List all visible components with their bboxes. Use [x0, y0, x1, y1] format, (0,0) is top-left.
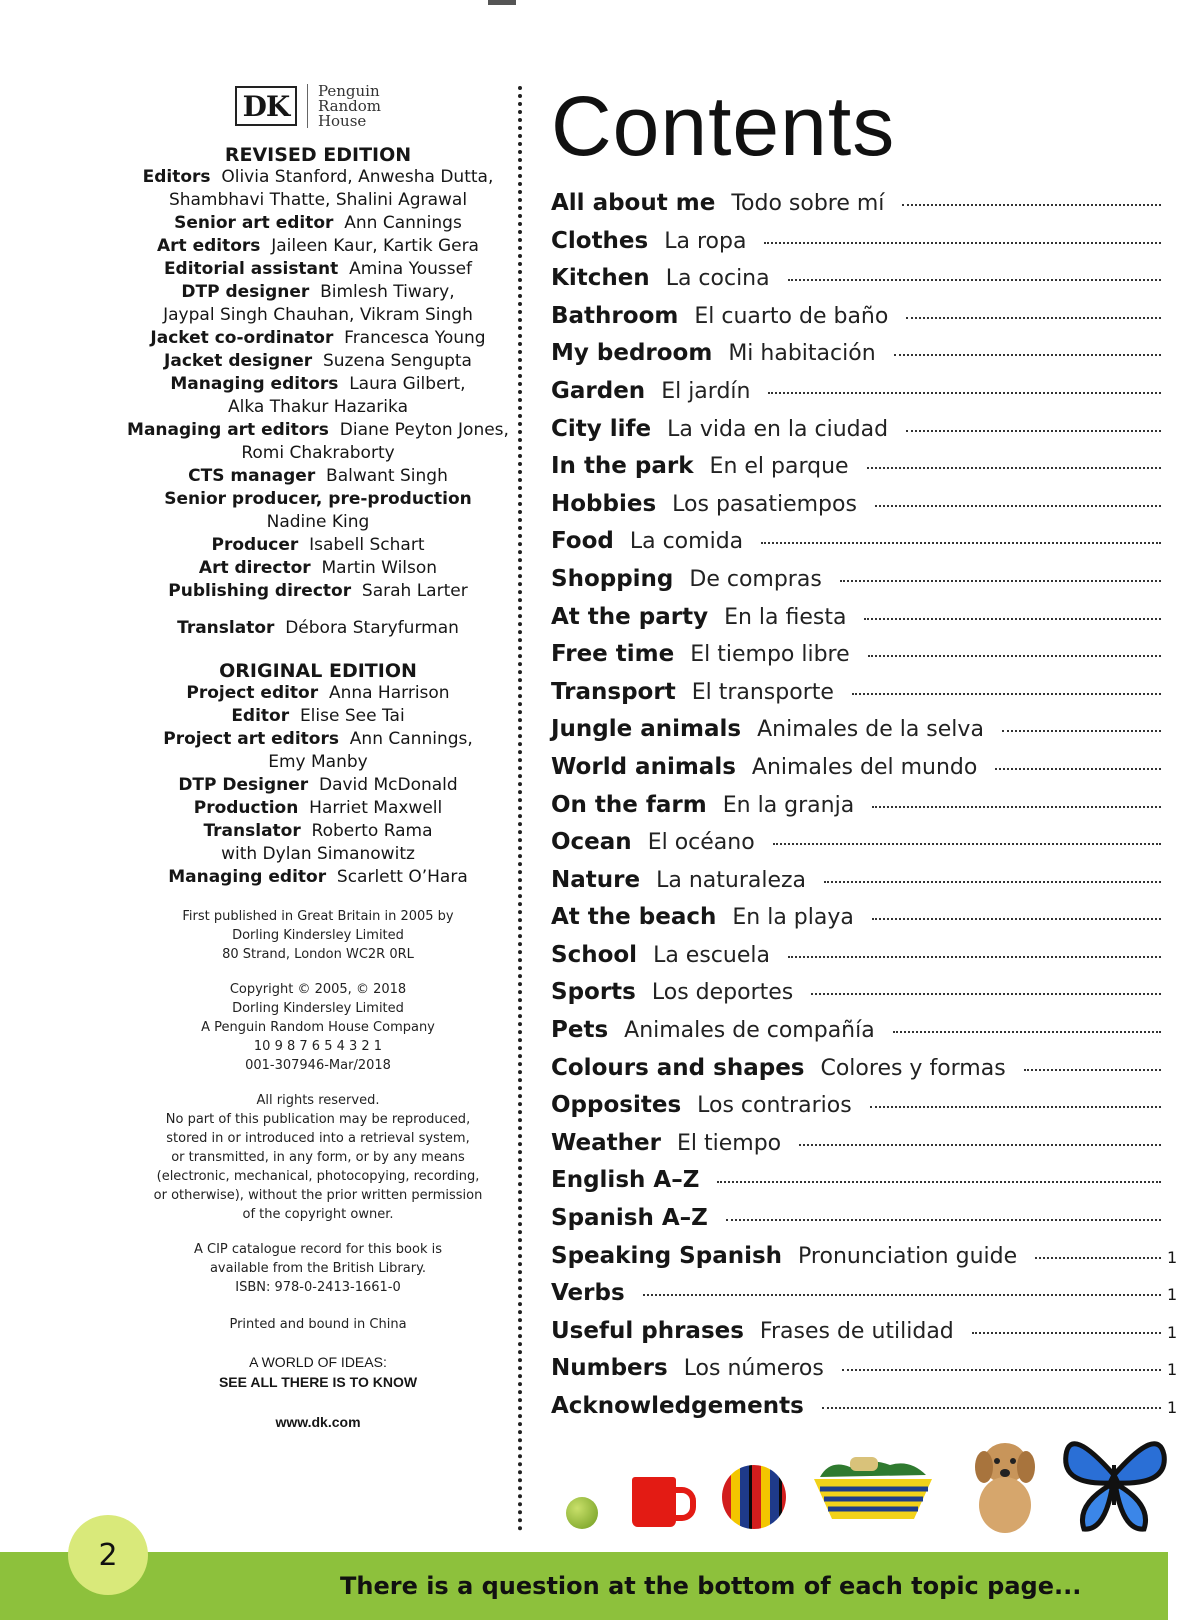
credit-names: Diane Peyton Jones, — [339, 420, 509, 440]
credit-role: Managing art editors — [127, 420, 329, 440]
entry-spanish-title: Mi habitación — [728, 341, 876, 367]
entry-spanish-title: De compras — [689, 566, 822, 592]
credit-role: Jacket designer — [164, 351, 313, 371]
dot-leader — [867, 467, 1161, 469]
dot-leader — [995, 768, 1161, 770]
imprint-line: Dorling Kindersley Limited — [232, 928, 404, 943]
illustrations — [560, 1425, 1168, 1535]
imprint-line: available from the British Library. — [209, 1261, 427, 1276]
entry-spanish-title: Los deportes — [651, 980, 794, 1006]
contents-entry[interactable] — [551, 190, 1181, 228]
entry-spanish-title: La ropa — [664, 228, 747, 254]
credit-names: with Dylan Simanowitz — [221, 844, 415, 864]
credit-role: Senior art editor — [174, 213, 334, 233]
credit-role: Managing editor — [168, 867, 327, 887]
entry-english-title: Weather — [551, 1129, 661, 1156]
credit-role: DTP designer — [181, 282, 310, 302]
entry-english-title: Speaking Spanish — [551, 1242, 783, 1269]
credits-column — [118, 80, 518, 1430]
dot-leader — [852, 693, 1161, 695]
dot-leader — [717, 1181, 1161, 1183]
revised-credits — [118, 166, 518, 603]
credit-role: Editor — [231, 706, 290, 726]
dot-leader — [773, 843, 1161, 845]
credit-line — [118, 774, 518, 797]
dk-logo — [98, 80, 518, 132]
imprint-line: All rights reserved. — [256, 1093, 380, 1108]
copyright-block — [118, 980, 518, 1075]
entry-english-title: Opposites — [551, 1092, 682, 1119]
footer-question-note: There is a question at the bottom of each topic page... — [340, 1572, 1082, 1600]
contents-entry[interactable] — [551, 453, 1181, 491]
contents-list — [551, 190, 1181, 1431]
entry-english-title: English A–Z — [551, 1167, 700, 1194]
publisher-line: House — [317, 111, 367, 130]
entry-page-number: 1 — [1167, 1398, 1178, 1417]
dot-leader — [868, 655, 1161, 657]
contents-entry[interactable] — [551, 566, 1181, 604]
credit-line — [118, 373, 518, 396]
dot-leader — [864, 618, 1161, 620]
butterfly-image — [1060, 1425, 1168, 1535]
contents-entry[interactable] — [551, 1130, 1181, 1168]
contents-entry[interactable] — [551, 904, 1181, 942]
contents-entry[interactable] — [551, 265, 1181, 303]
entry-english-title: Pets — [551, 1017, 609, 1044]
contents-entry[interactable] — [551, 228, 1181, 266]
credit-names: Laura Gilbert, — [349, 374, 466, 394]
credit-line — [118, 189, 518, 212]
contents-entry[interactable] — [551, 829, 1181, 867]
contents-entry[interactable] — [551, 340, 1181, 378]
credit-line — [118, 488, 518, 511]
credit-role: Production — [193, 798, 299, 818]
dot-leader — [1024, 1069, 1161, 1071]
credit-role: Senior producer, pre-production — [164, 489, 472, 509]
imprint-line: 80 Strand, London WC2R 0RL — [222, 947, 414, 962]
entry-english-title: On the farm — [551, 791, 707, 818]
entry-english-title: World animals — [551, 753, 736, 780]
dot-leader — [893, 1031, 1161, 1033]
credit-names: Sarah Larter — [361, 581, 468, 601]
dot-leader — [643, 1294, 1161, 1296]
contents-entry[interactable] — [551, 1055, 1181, 1093]
contents-entry[interactable] — [551, 303, 1181, 341]
entry-page-number: 1 — [1167, 1247, 1178, 1267]
dot-leader — [875, 505, 1161, 507]
entry-spanish-title: Animales de la selva — [757, 717, 984, 743]
imprint-line: 10 9 8 7 6 5 4 3 2 1 — [253, 1039, 383, 1054]
credit-names: Roberto Rama — [311, 821, 433, 841]
entry-english-title: Numbers — [551, 1355, 668, 1382]
credit-names: Débora Staryfurman — [285, 618, 459, 638]
contents-entry[interactable] — [551, 491, 1181, 529]
dot-leader — [872, 918, 1161, 920]
puppy-image — [962, 1435, 1048, 1535]
dot-leader — [840, 580, 1161, 582]
credit-names: Scarlett O’Hara — [336, 867, 468, 887]
translator-credit — [118, 617, 518, 640]
contents-heading: Contents — [551, 79, 896, 173]
entry-page-number: 1 — [1167, 1360, 1178, 1380]
contents-entry[interactable] — [551, 1318, 1181, 1356]
credit-role: DTP Designer — [178, 775, 309, 795]
entry-english-title: Ocean — [551, 829, 632, 856]
credit-line — [118, 166, 518, 189]
credit-line — [118, 820, 518, 843]
entry-spanish-title: En la playa — [732, 905, 854, 931]
imprint-line: A Penguin Random House Company — [201, 1020, 435, 1035]
contents-entry[interactable] — [551, 1205, 1181, 1243]
imprint-line: Dorling Kindersley Limited — [232, 1001, 404, 1016]
entry-spanish-title: Todo sobre mí — [731, 191, 885, 216]
contents-entry[interactable] — [551, 867, 1181, 905]
contents-entry[interactable] — [551, 528, 1181, 566]
credit-names: Jaypal Singh Chauhan, Vikram Singh — [163, 305, 473, 325]
dot-leader — [972, 1332, 1161, 1334]
dot-leader — [788, 279, 1161, 281]
entry-english-title: Garden — [551, 377, 646, 404]
credit-line — [118, 442, 518, 465]
credit-role: Producer — [211, 535, 299, 555]
credit-names: Romi Chakraborty — [241, 443, 395, 463]
revised-edition-title: REVISED EDITION — [224, 144, 412, 166]
contents-entry[interactable] — [551, 716, 1181, 754]
entry-spanish-title: La comida — [629, 529, 744, 555]
entry-page-number: 1 — [1167, 1285, 1178, 1305]
credit-line — [118, 304, 518, 327]
contents-entry[interactable] — [551, 1092, 1181, 1130]
entry-spanish-title: Animales del mundo — [751, 754, 978, 780]
credit-role: Project art editors — [163, 729, 339, 749]
credit-names: Alka Thakur Hazarika — [227, 397, 408, 417]
entry-english-title: Acknowledgements — [551, 1393, 804, 1419]
credit-role: Art director — [198, 558, 311, 578]
credit-names: Elise See Tai — [299, 706, 405, 726]
entry-spanish-title: En el parque — [709, 454, 849, 480]
entry-page-number: 1 — [1167, 1322, 1178, 1342]
dot-leader — [764, 242, 1161, 244]
credit-names: Nadine King — [266, 512, 370, 532]
entry-english-title: Food — [551, 528, 614, 555]
credit-role: Translator — [177, 618, 275, 638]
cip-block — [118, 1240, 518, 1297]
entry-spanish-title: Frases de utilidad — [759, 1318, 954, 1344]
contents-entry[interactable] — [551, 1243, 1181, 1281]
entry-spanish-title: Pronunciation guide — [798, 1243, 1018, 1269]
entry-english-title: All about me — [551, 190, 716, 216]
printed-note: Printed and bound in China — [229, 1317, 407, 1332]
slogan — [118, 1352, 518, 1392]
credit-line — [118, 327, 518, 350]
credit-role: Managing editors — [170, 374, 339, 394]
dot-leader — [902, 204, 1161, 206]
contents-entry[interactable] — [551, 641, 1181, 679]
page-number: 2 — [68, 1515, 148, 1595]
credit-line — [118, 557, 518, 580]
credit-line — [118, 580, 518, 603]
entry-english-title: At the beach — [551, 904, 717, 931]
publisher-line: Random — [317, 96, 382, 115]
entry-english-title: Sports — [551, 979, 636, 1006]
credit-line — [118, 682, 518, 705]
dot-leader — [894, 354, 1161, 356]
imprint-line: ISBN: 978-0-2413-1661-0 — [235, 1280, 401, 1295]
top-tab-mark — [488, 0, 516, 5]
entry-english-title: Verbs — [551, 1280, 625, 1307]
contents-entry[interactable] — [551, 679, 1181, 717]
contents-entry[interactable] — [551, 942, 1181, 980]
credit-line — [118, 511, 518, 534]
credit-names: Isabell Schart — [309, 535, 425, 555]
credit-names: David McDonald — [318, 775, 458, 795]
entry-spanish-title: Colores y formas — [820, 1055, 1006, 1081]
red-mug-image — [632, 1477, 676, 1527]
dot-leader — [726, 1219, 1161, 1221]
credit-names: Olivia Stanford, Anwesha Dutta, — [221, 167, 494, 187]
entry-english-title: In the park — [551, 453, 694, 480]
credit-role: Editorial assistant — [163, 259, 339, 279]
credit-names: Ann Cannings — [344, 213, 462, 233]
entry-english-title: School — [551, 941, 638, 968]
credit-line — [118, 235, 518, 258]
contents-entry[interactable] — [551, 1167, 1181, 1205]
entry-spanish-title: La vida en la ciudad — [667, 416, 889, 442]
dot-leader — [870, 1106, 1161, 1108]
entry-english-title: Hobbies — [551, 490, 657, 517]
credit-names: Bimlesh Tiwary, — [320, 282, 455, 302]
credit-names: Anna Harrison — [328, 683, 450, 703]
entry-spanish-title: Los pasatiempos — [672, 491, 857, 517]
credit-line — [118, 705, 518, 728]
entry-english-title: Colours and shapes — [551, 1054, 805, 1081]
imprint-line: First published in Great Britain in 2005 by — [182, 909, 454, 924]
credit-line — [118, 866, 518, 889]
publisher-line: Penguin — [317, 81, 380, 100]
credit-names: Suzena Sengupta — [322, 351, 472, 371]
contents-entry[interactable] — [551, 416, 1181, 454]
credit-line — [118, 751, 518, 774]
entry-english-title: My bedroom — [551, 340, 713, 367]
dot-leader — [768, 392, 1161, 394]
credit-line — [118, 281, 518, 304]
credit-names: Emy Manby — [268, 752, 368, 772]
credit-line — [118, 534, 518, 557]
imprint-line: A CIP catalogue record for this book is — [194, 1242, 442, 1257]
imprint-line: 001-307946-Mar/2018 — [245, 1058, 391, 1073]
credit-names: Amina Youssef — [349, 259, 473, 279]
imprint-line: (electronic, mechanical, photocopying, recording, — [156, 1169, 480, 1184]
contents-entry[interactable] — [551, 754, 1181, 792]
entry-spanish-title: La escuela — [653, 942, 770, 968]
dot-leader — [788, 956, 1161, 958]
credit-role: Jacket co-ordinator — [150, 328, 334, 348]
dot-leader — [1035, 1257, 1161, 1259]
credit-names: Harriet Maxwell — [309, 798, 443, 818]
entry-spanish-title: El océano — [647, 830, 755, 856]
entry-spanish-title: La naturaleza — [656, 867, 807, 893]
entry-spanish-title: Los números — [683, 1356, 824, 1382]
entry-spanish-title: La cocina — [665, 266, 770, 292]
credit-line — [118, 258, 518, 281]
imprint-line: or otherwise), without the prior written permission — [153, 1188, 483, 1203]
credit-role: Project editor — [186, 683, 319, 703]
contents-entry[interactable] — [551, 792, 1181, 830]
entry-english-title: Bathroom — [551, 302, 679, 329]
entry-english-title: Transport — [551, 678, 676, 705]
entry-english-title: Nature — [551, 866, 641, 893]
entry-spanish-title: El tiempo — [676, 1130, 782, 1156]
dot-leader — [906, 430, 1161, 432]
picnic-basket-image — [810, 1457, 936, 1521]
entry-spanish-title: Animales de compañía — [624, 1018, 875, 1044]
contents-entry[interactable] — [551, 1280, 1181, 1318]
apple-image — [566, 1497, 598, 1529]
entry-spanish-title: El transporte — [691, 679, 834, 705]
credit-line — [118, 350, 518, 373]
entry-english-title: Clothes — [551, 227, 649, 254]
publisher-name — [317, 81, 382, 130]
contents-entry[interactable] — [551, 604, 1181, 642]
contents-entry[interactable] — [551, 1017, 1181, 1055]
logo-separator — [307, 84, 308, 128]
imprint-line: or transmitted, in any form, or by any means — [171, 1150, 465, 1165]
entry-english-title: City life — [551, 415, 652, 442]
imprint-line: No part of this publication may be reproduced, — [165, 1112, 471, 1127]
credit-role: Editors — [142, 167, 211, 187]
imprint-line: stored in or introduced into a retrieval system, — [166, 1131, 470, 1146]
imprint-line: Copyright © 2005, © 2018 — [229, 982, 407, 997]
credit-line — [118, 843, 518, 866]
entry-english-title: Jungle animals — [551, 716, 742, 743]
dot-leader — [822, 1407, 1161, 1409]
entry-spanish-title: Los contrarios — [697, 1093, 852, 1119]
credit-line — [118, 465, 518, 488]
dk-mark: DK — [235, 86, 297, 126]
slogan-line: A WORLD OF IDEAS: — [249, 1354, 387, 1370]
entry-english-title: Spanish A–Z — [551, 1205, 708, 1232]
credit-names: Ann Cannings, — [349, 729, 473, 749]
website-link[interactable]: www.dk.com — [275, 1414, 361, 1430]
original-credits — [118, 682, 518, 889]
dot-leader — [811, 993, 1161, 995]
credit-names: Martin Wilson — [321, 558, 438, 578]
entry-spanish-title: El tiempo libre — [690, 642, 850, 668]
entry-spanish-title: El jardín — [661, 378, 751, 404]
contents-entry[interactable] — [551, 1355, 1181, 1393]
contents-entry[interactable] — [551, 378, 1181, 416]
entry-english-title: Kitchen — [551, 265, 650, 292]
entry-spanish-title: El cuarto de baño — [694, 303, 889, 329]
first-published-block — [118, 907, 518, 964]
entry-spanish-title: En la granja — [722, 792, 855, 818]
credit-line — [118, 396, 518, 419]
credit-role: Art editors — [157, 236, 261, 256]
dot-leader — [761, 542, 1161, 544]
entry-spanish-title: En la fiesta — [724, 604, 847, 630]
entry-english-title: At the party — [551, 603, 709, 630]
credit-line — [118, 728, 518, 751]
credit-role: Publishing director — [168, 581, 352, 601]
dot-leader — [1002, 730, 1161, 732]
entry-english-title: Shopping — [551, 565, 674, 592]
original-edition-title: ORIGINAL EDITION — [219, 660, 417, 682]
credit-names: Jaileen Kaur, Kartik Gera — [271, 236, 479, 256]
contents-entry[interactable] — [551, 979, 1181, 1017]
dot-leader — [799, 1144, 1161, 1146]
imprint-line: of the copyright owner. — [242, 1207, 394, 1222]
dot-leader — [842, 1369, 1161, 1371]
dotted-divider — [518, 86, 522, 1532]
dot-leader — [906, 317, 1161, 319]
credit-line — [118, 797, 518, 820]
credit-names: Balwant Singh — [326, 466, 448, 486]
credit-role: CTS manager — [188, 466, 316, 486]
rights-block — [118, 1091, 518, 1224]
slogan-line: SEE ALL THERE IS TO KNOW — [218, 1374, 418, 1390]
credit-line — [118, 212, 518, 235]
dot-leader — [872, 806, 1161, 808]
credit-line — [118, 419, 518, 442]
credit-names: Francesca Young — [344, 328, 486, 348]
dot-leader — [824, 881, 1161, 883]
credit-role: Translator — [203, 821, 301, 841]
mug-handle — [672, 1487, 696, 1521]
entry-english-title: Free time — [551, 641, 675, 668]
entry-english-title: Useful phrases — [551, 1317, 744, 1344]
striped-ball-image — [722, 1465, 786, 1529]
credit-names: Shambhavi Thatte, Shalini Agrawal — [168, 190, 468, 210]
